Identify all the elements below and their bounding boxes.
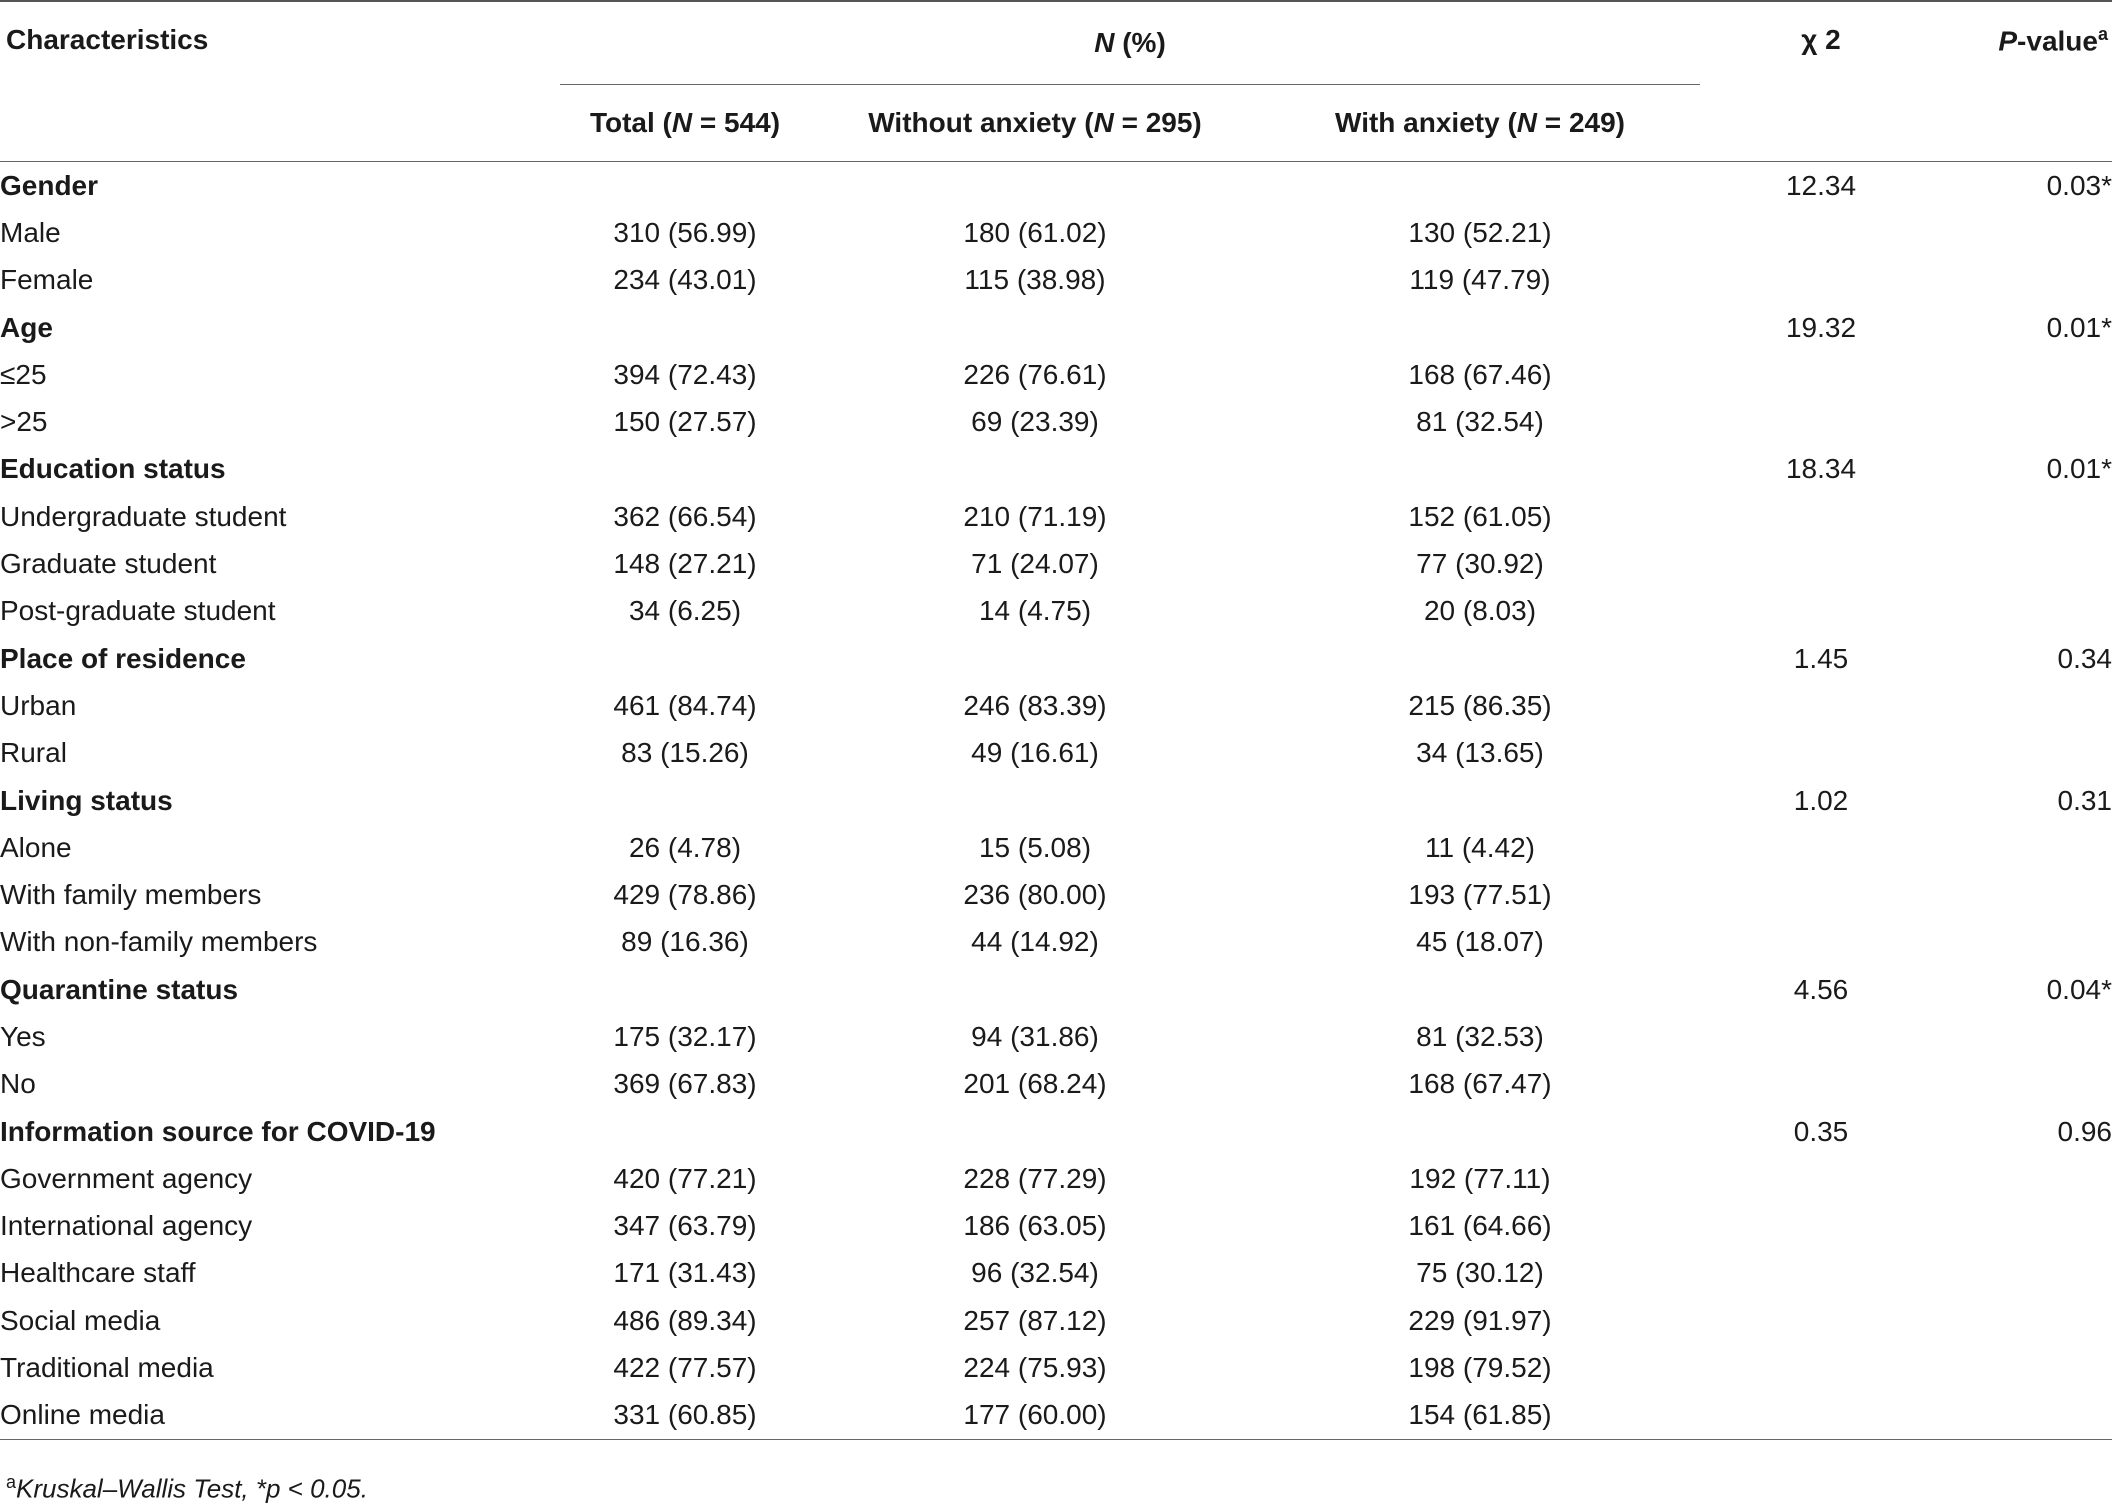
with-anxiety-cell: 34 (13.65) bbox=[1416, 737, 1544, 769]
category-row bbox=[0, 162, 2112, 209]
total-cell: 148 (27.21) bbox=[613, 548, 757, 580]
chi-square-cell: 18.34 bbox=[1785, 453, 1857, 485]
without-anxiety-cell bbox=[810, 162, 1260, 209]
row-label: Information source for COVID-19 bbox=[0, 1115, 436, 1147]
p-value-cell bbox=[1942, 1155, 2112, 1202]
with-anxiety-cell: 152 (61.05) bbox=[1408, 500, 1552, 532]
with-anxiety-cell: 161 (64.66) bbox=[1408, 1210, 1552, 1242]
without-anxiety-cell: 257 (87.12) bbox=[963, 1304, 1107, 1336]
with-anxiety-cell bbox=[1260, 966, 1700, 1013]
category-row bbox=[0, 446, 2112, 493]
p-value-cell: 0.01* bbox=[2046, 453, 2112, 485]
with-anxiety-cell: 81 (32.54) bbox=[1416, 406, 1544, 438]
chi-square-cell bbox=[1700, 1155, 1942, 1202]
without-anxiety-cell: 186 (63.05) bbox=[963, 1210, 1107, 1242]
table-row bbox=[0, 209, 2112, 256]
header-without-anxiety: Without anxiety (N = 295) bbox=[868, 107, 1202, 138]
without-anxiety-cell bbox=[810, 966, 1260, 1013]
without-anxiety-cell: 14 (4.75) bbox=[978, 595, 1092, 627]
total-cell: 461 (84.74) bbox=[613, 689, 757, 721]
row-label: Rural bbox=[0, 737, 67, 769]
chi-square-cell bbox=[1700, 1297, 1942, 1344]
without-anxiety-cell: 49 (16.61) bbox=[971, 737, 1099, 769]
without-anxiety-cell: 69 (23.39) bbox=[971, 406, 1099, 438]
without-anxiety-cell: 210 (71.19) bbox=[963, 500, 1107, 532]
with-anxiety-cell bbox=[1260, 777, 1700, 824]
total-cell: 429 (78.86) bbox=[613, 879, 757, 911]
without-anxiety-cell: 201 (68.24) bbox=[963, 1068, 1107, 1100]
row-label: Graduate student bbox=[0, 548, 217, 580]
table-row bbox=[0, 919, 2112, 966]
p-value-cell bbox=[1942, 209, 2112, 256]
with-anxiety-cell: 168 (67.46) bbox=[1408, 358, 1552, 390]
table-row bbox=[0, 1061, 2112, 1108]
without-anxiety-cell: 226 (76.61) bbox=[963, 358, 1107, 390]
chi-square-cell bbox=[1700, 1203, 1942, 1250]
p-value-cell bbox=[1942, 919, 2112, 966]
row-label: Healthcare staff bbox=[0, 1257, 196, 1289]
chi-square-cell bbox=[1700, 1344, 1942, 1391]
without-anxiety-cell bbox=[810, 446, 1260, 493]
row-label: With family members bbox=[0, 879, 262, 911]
p-value-cell: 0.34 bbox=[2057, 642, 2112, 674]
p-value-cell: 0.96 bbox=[2057, 1115, 2112, 1147]
p-value-cell: 0.31 bbox=[2057, 784, 2112, 816]
total-cell bbox=[560, 966, 810, 1013]
chi-square-cell bbox=[1700, 919, 1942, 966]
with-anxiety-cell: 198 (79.52) bbox=[1408, 1352, 1552, 1384]
header-chi-square: χ 2 bbox=[1801, 24, 1841, 55]
with-anxiety-cell bbox=[1260, 304, 1700, 351]
table-row bbox=[0, 540, 2112, 587]
without-anxiety-cell bbox=[810, 777, 1260, 824]
p-value-cell bbox=[1942, 1250, 2112, 1297]
p-value-cell: 0.04* bbox=[2046, 973, 2112, 1005]
without-anxiety-cell: 246 (83.39) bbox=[963, 689, 1107, 721]
total-cell: 234 (43.01) bbox=[613, 264, 757, 296]
p-value-cell bbox=[1942, 1203, 2112, 1250]
chi-square-cell bbox=[1700, 209, 1942, 256]
total-cell: 420 (77.21) bbox=[613, 1162, 757, 1194]
row-label: No bbox=[0, 1068, 36, 1100]
chi-square-cell: 0.35 bbox=[1793, 1115, 1849, 1147]
with-anxiety-cell bbox=[1260, 1108, 1700, 1155]
total-cell: 150 (27.57) bbox=[613, 406, 757, 438]
p-value-cell bbox=[1942, 824, 2112, 871]
table-body bbox=[0, 162, 2112, 1441]
row-label: Online media bbox=[0, 1399, 165, 1431]
row-label: Social media bbox=[0, 1304, 161, 1336]
p-value-cell bbox=[1942, 1297, 2112, 1344]
table-row bbox=[0, 1392, 2112, 1440]
row-label: ≤25 bbox=[0, 358, 47, 390]
with-anxiety-cell: 193 (77.51) bbox=[1408, 879, 1552, 911]
p-value-cell bbox=[1942, 398, 2112, 445]
header-n-percent: N (%) bbox=[560, 2, 1700, 85]
total-cell: 171 (31.43) bbox=[613, 1257, 757, 1289]
row-label: Yes bbox=[0, 1020, 46, 1052]
category-row bbox=[0, 635, 2112, 682]
total-cell: 175 (32.17) bbox=[613, 1020, 757, 1052]
chi-square-cell bbox=[1700, 682, 1942, 729]
without-anxiety-cell: 94 (31.86) bbox=[971, 1020, 1099, 1052]
p-value-cell bbox=[1942, 257, 2112, 304]
p-value-cell bbox=[1942, 871, 2112, 918]
chi-square-cell bbox=[1700, 398, 1942, 445]
table-row bbox=[0, 871, 2112, 918]
total-cell bbox=[560, 446, 810, 493]
with-anxiety-cell: 20 (8.03) bbox=[1423, 595, 1537, 627]
with-anxiety-cell: 81 (32.53) bbox=[1416, 1020, 1544, 1052]
without-anxiety-cell bbox=[810, 1108, 1260, 1155]
with-anxiety-cell: 192 (77.11) bbox=[1409, 1162, 1551, 1194]
with-anxiety-cell: 229 (91.97) bbox=[1408, 1304, 1552, 1336]
category-row bbox=[0, 1108, 2112, 1155]
row-label: Urban bbox=[0, 689, 77, 721]
chi-square-cell: 12.34 bbox=[1785, 169, 1857, 201]
without-anxiety-cell: 177 (60.00) bbox=[963, 1399, 1107, 1431]
p-value-cell bbox=[1942, 1392, 2112, 1440]
table-row bbox=[0, 824, 2112, 871]
row-label: Alone bbox=[0, 831, 72, 863]
chi-square-cell bbox=[1700, 351, 1942, 398]
table-row bbox=[0, 493, 2112, 540]
table-row bbox=[0, 682, 2112, 729]
table-row bbox=[0, 1155, 2112, 1202]
category-row bbox=[0, 777, 2112, 824]
total-cell: 26 (4.78) bbox=[628, 831, 742, 863]
table-row bbox=[0, 588, 2112, 635]
with-anxiety-cell: 45 (18.07) bbox=[1416, 926, 1544, 958]
row-label: Age bbox=[0, 311, 53, 343]
table-row bbox=[0, 398, 2112, 445]
total-cell bbox=[560, 635, 810, 682]
total-cell bbox=[560, 162, 810, 209]
header-p-value: P-value$^a$ bbox=[1998, 24, 2108, 57]
chi-square-cell bbox=[1700, 257, 1942, 304]
row-label: With non-family members bbox=[0, 926, 318, 958]
table-row bbox=[0, 1013, 2112, 1060]
p-value-cell bbox=[1942, 1344, 2112, 1391]
header-with-anxiety: With anxiety (N = 249) bbox=[1335, 107, 1625, 138]
without-anxiety-cell: 236 (80.00) bbox=[963, 879, 1107, 911]
category-row bbox=[0, 304, 2112, 351]
row-label: >25 bbox=[0, 406, 48, 438]
p-value-cell bbox=[1942, 1061, 2112, 1108]
total-cell: 394 (72.43) bbox=[613, 358, 757, 390]
total-cell: 422 (77.57) bbox=[613, 1352, 757, 1384]
with-anxiety-cell: 215 (86.35) bbox=[1408, 689, 1552, 721]
table-row bbox=[0, 1297, 2112, 1344]
chi-square-cell bbox=[1700, 588, 1942, 635]
chi-square-cell bbox=[1700, 1061, 1942, 1108]
row-label: Gender bbox=[0, 169, 99, 201]
p-value-cell bbox=[1942, 540, 2112, 587]
with-anxiety-cell: 77 (30.92) bbox=[1416, 548, 1544, 580]
chi-square-cell bbox=[1700, 1250, 1942, 1297]
row-label: Traditional media bbox=[0, 1352, 214, 1384]
total-cell: 310 (56.99) bbox=[613, 216, 757, 248]
chi-square-cell bbox=[1700, 730, 1942, 777]
with-anxiety-cell: 168 (67.47) bbox=[1408, 1068, 1552, 1100]
p-value-cell bbox=[1942, 493, 2112, 540]
without-anxiety-cell: 15 (5.08) bbox=[978, 831, 1092, 863]
without-anxiety-cell: 180 (61.02) bbox=[963, 216, 1107, 248]
with-anxiety-cell: 75 (30.12) bbox=[1416, 1257, 1544, 1289]
total-cell bbox=[560, 777, 810, 824]
without-anxiety-cell: 96 (32.54) bbox=[971, 1257, 1099, 1289]
header-characteristics: Characteristics bbox=[6, 24, 209, 55]
p-value-cell bbox=[1942, 351, 2112, 398]
chi-square-cell: 19.32 bbox=[1785, 311, 1857, 343]
table-row bbox=[0, 1344, 2112, 1391]
total-cell: 362 (66.54) bbox=[613, 500, 757, 532]
chi-square-cell: 1.02 bbox=[1793, 784, 1849, 816]
total-cell bbox=[560, 304, 810, 351]
row-label: Female bbox=[0, 264, 94, 296]
total-cell: 89 (16.36) bbox=[621, 926, 749, 958]
with-anxiety-cell bbox=[1260, 162, 1700, 209]
with-anxiety-cell: 119 (47.79) bbox=[1409, 264, 1551, 296]
p-value-cell: 0.03* bbox=[2046, 169, 2112, 201]
without-anxiety-cell: 228 (77.29) bbox=[963, 1162, 1107, 1194]
p-value-cell: 0.01* bbox=[2046, 311, 2112, 343]
p-value-cell bbox=[1942, 682, 2112, 729]
table-row bbox=[0, 351, 2112, 398]
table-row bbox=[0, 730, 2112, 777]
row-label: Place of residence bbox=[0, 642, 246, 674]
chi-square-cell bbox=[1700, 540, 1942, 587]
category-row bbox=[0, 966, 2112, 1013]
chi-square-cell bbox=[1700, 824, 1942, 871]
with-anxiety-cell: 130 (52.21) bbox=[1408, 216, 1552, 248]
chi-square-cell: 4.56 bbox=[1793, 973, 1849, 1005]
total-cell: 331 (60.85) bbox=[613, 1399, 757, 1431]
bottom-rule bbox=[0, 1440, 2112, 1441]
without-anxiety-cell bbox=[810, 304, 1260, 351]
with-anxiety-cell bbox=[1260, 446, 1700, 493]
row-label: Living status bbox=[0, 784, 173, 816]
table-row bbox=[0, 1250, 2112, 1297]
with-anxiety-cell bbox=[1260, 635, 1700, 682]
total-cell: 347 (63.79) bbox=[613, 1210, 757, 1242]
without-anxiety-cell: 224 (75.93) bbox=[963, 1352, 1107, 1384]
row-label: Male bbox=[0, 216, 61, 248]
without-anxiety-cell: 44 (14.92) bbox=[971, 926, 1099, 958]
total-cell: 83 (15.26) bbox=[621, 737, 749, 769]
p-value-cell bbox=[1942, 730, 2112, 777]
table-footnote: $^a$Kruskal–Wallis Test, *p < 0.05. bbox=[6, 1472, 368, 1504]
with-anxiety-cell: 154 (61.85) bbox=[1408, 1399, 1552, 1431]
without-anxiety-cell bbox=[810, 635, 1260, 682]
without-anxiety-cell: 115 (38.98) bbox=[964, 264, 1106, 296]
chi-square-cell: 1.45 bbox=[1793, 642, 1849, 674]
row-label: Government agency bbox=[0, 1162, 253, 1194]
row-label: Undergraduate student bbox=[0, 500, 287, 532]
with-anxiety-cell: 11 (4.42) bbox=[1425, 831, 1535, 863]
p-value-cell bbox=[1942, 1013, 2112, 1060]
table-row bbox=[0, 257, 2112, 304]
chi-square-cell bbox=[1700, 1392, 1942, 1440]
total-cell: 486 (89.34) bbox=[613, 1304, 757, 1336]
without-anxiety-cell: 71 (24.07) bbox=[971, 548, 1099, 580]
chi-square-cell bbox=[1700, 493, 1942, 540]
row-label: Education status bbox=[0, 453, 226, 485]
row-label: Post-graduate student bbox=[0, 595, 276, 627]
row-label: International agency bbox=[0, 1210, 253, 1242]
row-label: Quarantine status bbox=[0, 973, 239, 1005]
p-value-cell bbox=[1942, 588, 2112, 635]
chi-square-cell bbox=[1700, 871, 1942, 918]
total-cell: 34 (6.25) bbox=[628, 595, 742, 627]
table-row bbox=[0, 1203, 2112, 1250]
header-total: Total (N = 544) bbox=[589, 107, 781, 138]
chi-square-cell bbox=[1700, 1013, 1942, 1060]
total-cell bbox=[560, 1108, 810, 1155]
total-cell: 369 (67.83) bbox=[613, 1068, 757, 1100]
